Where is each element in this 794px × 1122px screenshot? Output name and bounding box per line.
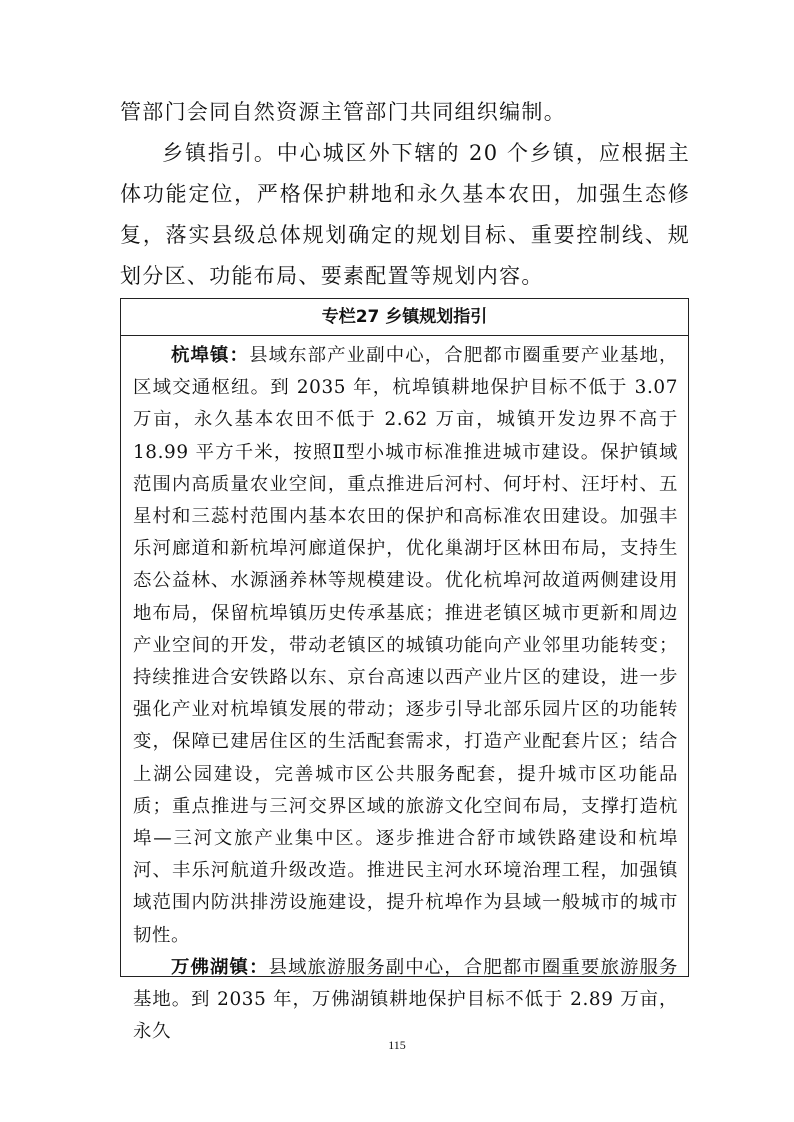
- township-description: 县域旅游服务副中心，合肥都市圈重要旅游服务基地。到 2035 年，万佛湖镇耕地保护目标不低于 2.89 万亩，永久: [133, 956, 678, 1043]
- page-number: 115: [388, 1038, 406, 1052]
- intro-line-1: 管部门会同自然资源主管部门共同组织编制。: [120, 100, 566, 124]
- township-guidance-paragraph: 乡镇指引。中心城区外下辖的 20 个乡镇，应根据主体功能定位，严格保护耕地和永久基本农田，加强生态修复，落实县级总体规划确定的规划目标、重要控制线、规划分区、功能布局、要素配置等规划内容。: [120, 141, 690, 288]
- township-entry-hangbu: [133, 340, 678, 952]
- township-description: 县域东部产业副中心，合肥都市圈重要产业基地，区域交通枢纽。到 2035 年，杭埠镇耕地保护目标不低于 3.07 万亩，永久基本农田不低于 2.62 万亩，城镇开发边界不高于 18.99 平方千米，按照Ⅱ型小城市标准推进城市建设。保护镇域范围内高质量农业空间，重点推进后河村、何圩村、汪圩村、五星村和三蕊村范围内基本农田的保护和高标准农田建设。加强丰乐河廊道和新杭埠河廊道保护，优化巢湖圩区林田布局，支持生态公益林、水源涵养林等规模建设。优化杭埠河故道两侧建设用地布局，保留杭埠镇历史传承基底；推进老镇区城市更新和周边产业空间的开发，带动老镇区的城镇功能向产业邻里功能转变；持续推进合安铁路以东、京台高速以西产业片区的建设，进一步强化产业对杭埠镇发展的带动；逐步引导北部乐园片区的功能转变，保障已建居住区的生活配套需求，打造产业配套片区；结合上湖公园建设，完善城市区公共服务配套，提升城市区功能品质；重点推进与三河交界区域的旅游文化空间布局，支撑打造杭埠—三河文旅产业集中区。逐步推进合舒市域铁路建设和杭埠河、丰乐河航道升级改造。推进民主河水环境治理工程，加强镇域范围内防洪排涝设施建设，提升杭埠作为县域一般城市的城市韧性。: [133, 345, 679, 946]
- township-entry-wanfohu: [133, 952, 678, 1049]
- township-name: 万佛湖镇：: [171, 956, 269, 978]
- township-name: 杭埠镇：: [171, 345, 250, 366]
- box-body: [121, 336, 688, 1048]
- intro-text: [120, 92, 690, 297]
- column-box: [120, 298, 689, 1043]
- box-title: 专栏27 乡镇规划指引: [121, 299, 688, 336]
